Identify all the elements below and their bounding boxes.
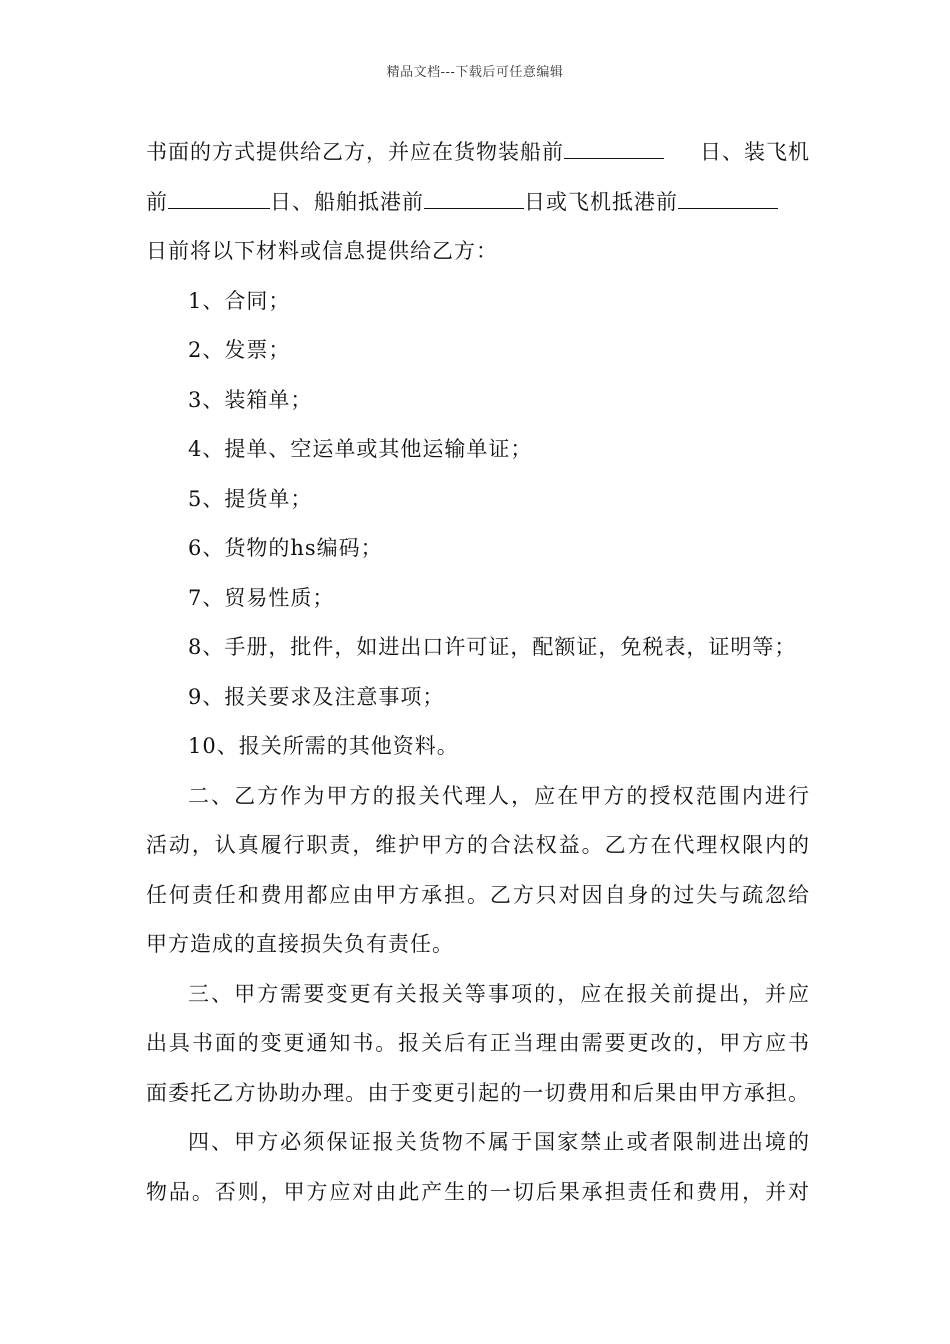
list-item: 6、货物的hs编码； xyxy=(188,536,383,560)
list-item: 4、提单、空运单或其他运输单证； xyxy=(188,437,533,461)
list-item: 5、提货单； xyxy=(188,486,313,511)
list-item: 8、手册，批件，如进出口许可证，配额证，免税表，证明等； xyxy=(188,635,797,659)
paragraph-line: 物品。否则，甲方应对由此产生的一切后果承担责任和费用，并对 xyxy=(146,1179,810,1204)
paragraph-line: 甲方造成的直接损失负有责任。 xyxy=(146,932,454,956)
text-segment: 书面的方式提供给乙方，并应在货物装船前 xyxy=(146,140,564,164)
fill-blank xyxy=(424,187,524,209)
list-item: 3、装箱单； xyxy=(188,387,313,412)
fill-blank xyxy=(678,187,778,209)
document-body xyxy=(146,128,810,1217)
paragraph-line: 任何责任和费用都应由甲方承担。乙方只对因自身的过失与疏忽给 xyxy=(146,882,810,907)
list-item: 2、发票； xyxy=(188,338,291,362)
text-segment: 日或飞机抵港前 xyxy=(524,189,678,214)
page-header: 精品文档---下载后可任意编辑 xyxy=(386,65,564,80)
text-line xyxy=(146,128,810,178)
paragraph-line: 三、甲方需要变更有关报关等事项的，应在报关前提出，并应 xyxy=(188,981,810,1006)
paragraph-line: 面委托乙方协助办理。由于变更引起的一切费用和后果由甲方承担。 xyxy=(146,1080,810,1105)
paragraph-line: 四、甲方必须保证报关货物不属于国家禁止或者限制进出境的 xyxy=(188,1130,810,1154)
fill-blank xyxy=(564,137,664,159)
list-item: 1、合同； xyxy=(188,288,291,313)
list-item: 10、报关所需的其他资料。 xyxy=(188,734,459,758)
paragraph-line: 出具书面的变更通知书。报关后有正当理由需要更改的，甲方应书 xyxy=(146,1031,810,1055)
text-segment: 前 xyxy=(146,189,168,214)
fill-blank xyxy=(168,187,270,209)
text-line xyxy=(146,178,810,228)
list-item: 9、报关要求及注意事项； xyxy=(188,684,445,709)
list-item: 7、贸易性质； xyxy=(188,585,335,610)
text-segment: 日、船舶抵港前 xyxy=(270,189,424,214)
text-line: 日前将以下材料或信息提供给乙方： xyxy=(146,239,498,263)
paragraph-line: 活动，认真履行职责，维护甲方的合法权益。乙方在代理权限内的 xyxy=(146,833,810,857)
paragraph-line: 二、乙方作为甲方的报关代理人，应在甲方的授权范围内进行 xyxy=(188,783,810,808)
text-segment: 日、装飞机 xyxy=(700,140,810,164)
